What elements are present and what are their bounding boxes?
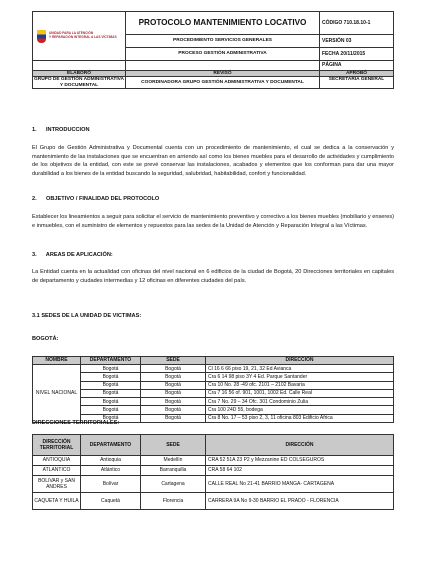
direccion-cell: Cra 7 16 56 of. 901, 1001, 1002 Ed. Calle Real	[206, 389, 394, 397]
territorial-name-cell: ANTIOQUIA	[33, 456, 81, 466]
sede-cell: Medellín	[141, 456, 206, 466]
sede-cell: Barranquilla	[141, 466, 206, 476]
sede-cell: Bogotá	[141, 398, 206, 406]
departamento-cell: Bogotá	[81, 398, 141, 406]
table-row	[33, 389, 394, 397]
document-code: CÓDIGO 710.18.10-1	[320, 12, 394, 35]
col-direccion: DIRECCIÓN	[206, 357, 394, 365]
section-1-text: El Grupo de Gestión Administrativa y Documental cuenta con un procedimiento de mantenimiento, el cual se dedica a la conservación y mantenimiento de las instalaciones que se encuentran en arriendo así como los bienes muebles para el desarrollo de actividades y cumplimiento de los objetivos de la entidad, con este se prevé conservar las instalaciones, acabados y elementos que los conforman para dar una mayor durabilidad a los bienes de la entidad buscando la seguridad, salubridad, habitabilidad, confort y funcionalidad.	[32, 145, 394, 177]
logo-cell	[33, 12, 126, 61]
departamento-cell: Bogotá	[81, 381, 141, 389]
reviso-label: REVISÓ	[126, 71, 320, 77]
sede-cell: Bogotá	[141, 389, 206, 397]
departamento-cell: Bolívar	[81, 476, 141, 493]
table-row	[33, 466, 394, 476]
document-header	[32, 11, 394, 89]
direccion-cell: Cra 7 No. 29 – 34 Ofc. 301 Condominio Zulia	[206, 398, 394, 406]
table-row	[33, 365, 394, 373]
table-header-row	[33, 435, 394, 456]
direccion-cell: Cra 100 24D 55, bodega	[206, 406, 394, 414]
direccion-cell: CARRERA 9A No 9-30 BARRIO EL PRADO - FLORENCIA	[206, 493, 394, 510]
direccion-cell: Cra 10 No. 28 -49 ofc. 2101 – 2102 Bavaria	[206, 381, 394, 389]
col-direccion: DIRECCIÓN	[206, 435, 394, 456]
col-nombre: NOMBRE	[33, 357, 81, 365]
table-row	[33, 406, 394, 414]
departamento-cell: Bogotá	[81, 389, 141, 397]
bogota-sedes-table	[32, 356, 394, 423]
section-3-heading: 3. AREAS DE APLICACIÓN:	[32, 252, 113, 258]
direccion-cell: CALLE REAL No 21-41 BARRIO MANGA- CARTAGENA	[206, 476, 394, 493]
territorial-sedes-table	[32, 434, 394, 510]
direccion-cell: Cra 6 14 98 piso 3Y 4 Ed. Parque Santander	[206, 373, 394, 381]
process-name: PROCESO GESTIÓN ADMINISTRATIVA	[126, 48, 320, 61]
document-page: PÁGINA	[320, 61, 394, 71]
col-departamento: DEPARTAMENTO	[81, 435, 141, 456]
section-3-text: La Entidad cuenta en la actualidad con oficinas del nivel nacional en 6 edificios de la ciudad de Bogotá, 20 Direcciones territoriales en capitales de departamento y ciudades intermedias y 12 oficinas en diferentes ciudades del país.	[32, 269, 394, 284]
table-row	[33, 456, 394, 466]
col-departamento: DEPARTAMENTO	[81, 357, 141, 365]
territorial-label: DIRECCIONES TERRITORIALES:	[32, 420, 120, 426]
departamento-cell: Bogotá	[81, 373, 141, 381]
nivel-nacional-cell: NIVEL NACIONAL	[33, 365, 81, 423]
sede-cell: Bogotá	[141, 406, 206, 414]
direccion-cell: CRA 58 64 102	[206, 466, 394, 476]
table-row	[33, 493, 394, 510]
departamento-cell: Bogotá	[81, 365, 141, 373]
document-version: VERSIÓN 03	[320, 35, 394, 48]
col-sede: SEDE	[141, 435, 206, 456]
document-title: PROTOCOLO MANTENIMIENTO LOCATIVO	[126, 12, 320, 35]
document-date: FECHA 20/11/2015	[320, 48, 394, 61]
departamento-cell: Atlántico	[81, 466, 141, 476]
logo-line1: UNIDAD PARA LA ATENCIÓN	[49, 31, 94, 36]
logo-line2: Y REPARACIÓN INTEGRAL A LAS VÍCTIMAS	[49, 35, 117, 39]
section-2-text: Establecer los lineamientos a seguir para solicitar el servicio de mantenimiento preventivo y correctivo a los bienes muebles (mobiliario y enseres) e inmuebles, con el suministro de elementos y repuestos para las sedes de la Unidad de Atención y Reparación Integral a las Víctimas.	[32, 214, 394, 229]
territorial-name-cell: ATLANTICO	[33, 466, 81, 476]
reviso-value: COORDINADORA GRUPO GESTIÓN ADMINISTRATIVA Y DOCUMENTAL	[126, 77, 320, 89]
sede-cell: Bogotá	[141, 365, 206, 373]
departamento-cell: Antioquia	[81, 456, 141, 466]
section-1-heading: 1. INTRODUCCION	[32, 127, 90, 133]
aprobo-label: APROBÓ	[320, 71, 394, 77]
departamento-cell: Bogotá	[81, 406, 141, 414]
col-sede: SEDE	[141, 357, 206, 365]
table-row	[33, 381, 394, 389]
direccion-cell: CRA 52 51A 23 P2 y Mezzanine ED COLSEGUROS	[206, 456, 394, 466]
section-2-heading: 2. OBJETIVO / FINALIDAD DEL PROTOCOLO	[32, 196, 160, 202]
territorial-name-cell: CAQUETA Y HUILA	[33, 493, 81, 510]
colombia-seal-icon	[37, 30, 46, 43]
direccion-cell: Cl 16 6 66 piso 19, 21, 32 Ed Avianca	[206, 365, 394, 373]
table-header-row	[33, 357, 394, 365]
unidad-victimas-logo	[37, 30, 121, 43]
sede-cell: Bogotá	[141, 381, 206, 389]
sede-cell: Bogotá	[141, 373, 206, 381]
sede-cell: Cartagena	[141, 476, 206, 493]
departamento-cell: Bogotá	[81, 414, 141, 422]
elaboro-label: ELABORÓ	[33, 71, 126, 77]
table-row	[33, 398, 394, 406]
elaboro-value: GRUPO DE GESTIÓN ADMINISTRATIVA Y DOCUMENTAL	[34, 77, 124, 88]
departamento-cell: Caquetá	[81, 493, 141, 510]
col-direccion-territorial: DIRECCIÓN TERRITORIAL	[33, 435, 81, 456]
sede-cell: Bogotá	[141, 414, 206, 422]
table-row	[33, 476, 394, 493]
territorial-name-cell: BOLIVAR y SAN ANDRES	[33, 476, 81, 493]
sede-cell: Florencia	[141, 493, 206, 510]
bogota-label: BOGOTÁ:	[32, 336, 59, 342]
aprobo-value: SECRETARIA GENERAL	[320, 77, 394, 89]
table-row	[33, 373, 394, 381]
section-3-1-heading: 3.1 SEDES DE LA UNIDAD DE VICTIMAS:	[32, 313, 142, 319]
direccion-cell: Cra 8 No. 17 – 53 piso 2, 3, 11 oficina 803 Edificio Africa	[206, 414, 394, 422]
procedure-name: PROCEDIMIENTO SERVICIOS GENERALES	[126, 35, 320, 48]
